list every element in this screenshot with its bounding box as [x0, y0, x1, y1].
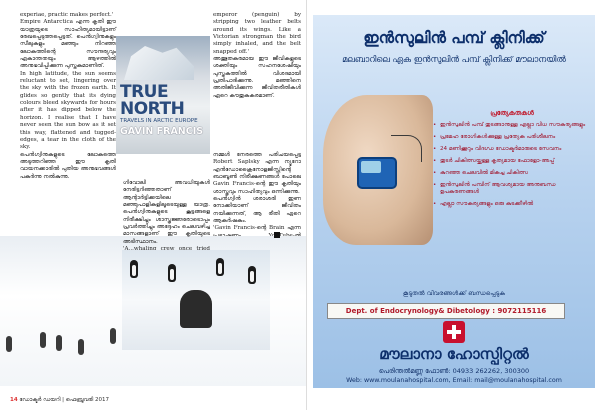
paragraph: പെൻഗ്വിനുകളുടെ ലോകത്തെ അടുത്തറിഞ്ഞ ഈ കൃതി വായനക്കാരിൽ പുതിയ അനുഭവങ്ങൾ പകർന്നു നൽകുന്നു. [20, 151, 116, 180]
book-subtitle: TRAVELS IN ARCTIC EUROPE [120, 118, 198, 124]
book-author: GAVIN FRANCIS [120, 126, 204, 137]
features-list [433, 122, 591, 208]
list-item: • പ്രമേഹ രോഗികൾക്കുള്ള പ്രത്യേക പരിശീലനം [433, 134, 591, 141]
list-item: • എല്ലാ സൗകര്യങ്ങളും ഒരു കുടക്കീഴിൽ [433, 201, 591, 208]
article-column-2 [123, 180, 210, 261]
penguin-figure [216, 258, 224, 276]
list-item: • ഇൻസുലിൻ പമ്പ് തുടങ്ങാനുള്ള എല്ലാ വിധ സൗകര്യങ്ങളും [433, 122, 591, 129]
iceberg-graphic [124, 46, 194, 80]
book-cover-image [116, 36, 210, 154]
hiker-figure [78, 339, 84, 355]
hiker-figure [110, 328, 116, 344]
penguin-figure [248, 266, 256, 284]
paragraph: emperor (penguin) by stripping two leather belts around its wings. Like a Victorian strongman the bird simply inhaled, and the belt snapped off.' [213, 12, 301, 55]
end-mark-icon [274, 232, 280, 238]
list-item: • കുറഞ്ഞ ചെലവിൽ മികച്ച ചികിത്സ [433, 170, 591, 177]
page-number: 14 [10, 397, 18, 403]
paragraph: ഗിവോലി അവധിയുകൾ നേരിട്ടറിഞ്ഞതാണ് ആന്റാർട്ടിക്കയിലെ മഞ്ഞുപാളികളിലൂടെയുള്ള യാത്ര. പെൻഗ്വിനുകളുടെ കൂട്ടങ്ങളെ നിരീക്ഷിച്ചും ശാസ്ത്രജ്ഞരോടൊപ്പം പ്രവർത്തിച്ചും അദ്ദേഹം ചെലവഴിച്ച മാസങ്ങളാണ് ഈ കൃതിയുടെ അടിസ്ഥാനം. [123, 180, 210, 245]
hospital-cross-logo [443, 321, 465, 343]
insulin-pump-photo [323, 95, 433, 245]
paragraph: അത്ഭുതകരമായ ഈ ജീവികളുടെ ശക്തിയും സഹനശേഷിയും പുസ്തകത്തിൽ വിശദമായി പ്രതിപാദിക്കുന്നു. മഞ്ഞിനെ അതിജീവിക്കുന്ന ജീവിതരീതികൾ ഏറെ കൗതുകകരമാണ്. [213, 56, 301, 99]
page-footer [10, 397, 109, 404]
footer-text: ഡോക്ടർ ഡയറി | ഫെബ്രുവരി 2017 [19, 397, 109, 403]
book-title: TRUE NORTH [120, 82, 185, 119]
contact-box: Dept. of Endocrynology& Dibetology : 9072115116 [327, 303, 565, 319]
advertisement [313, 15, 595, 388]
contact-label: കൂടുതൽ വിവരങ്ങൾക്ക് ബന്ധപ്പെടുക [402, 290, 506, 297]
article-column-3 [213, 12, 301, 100]
paragraph: Empire Antarctica എന്ന കൃതി ഈ യാത്രയുടെ സാഹിത്യമായിട്ടാണ് രേഖപ്പെടുത്തപ്പെട്ടത്. പെൻഗ്വിനുകളും സീലുകളും മഞ്ഞും നിറഞ്ഞ ലോകത്തിന്റെ സൗന്ദര്യവും ഏകാന്തതയും ആഴത്തിൽ അനുഭവിപ്പിക്കുന്ന പുസ്തകമാണിത്. [20, 19, 116, 70]
penguin-photo [122, 250, 270, 350]
features-panel [433, 109, 591, 213]
pump-screen [361, 161, 381, 173]
hospital-web: Web: www.moulanahospital.com, Email: mail@moulanahospital.com [346, 377, 562, 384]
list-item: • തുടർ ചികിത്സയ്ക്കുള്ള കൃത്യമായ ഫോളോ-അപ്പ് [433, 158, 591, 165]
hiker-figure [40, 332, 46, 348]
hiker-figure [6, 336, 12, 352]
list-item: • 24 മണിക്കൂറും വിദഗ്ധ ഡോക്ടർമാരുടെ സേവനം [433, 146, 591, 153]
features-heading: പ്രത്യേകതകൾ [490, 109, 534, 117]
paragraph: experiae, practic makes perfect.' [20, 12, 114, 18]
paragraph: 'Gavin Francis-ന്റെ Brain എന്ന [213, 225, 301, 232]
paragraph: നമ്മൾ നേരത്തെ പരിചയപ്പെട്ട Robert Saplsky എന്ന ന്യൂറോ എൻഡോക്രൈനോളജിസ്റ്റിന്റെ ബാബൂൺ നിരീക്ഷണങ്ങൾ പോലെ Gavin Francis-ന്റെ ഈ കൃതിയും ശാസ്ത്രവും സാഹിത്യവും ഒന്നിക്കുന്നു. [213, 152, 301, 195]
list-item: • ഇൻസുലിൻ പമ്പിന് ആവശ്യമായ അനുബന്ധ ഉപകരണങ്ങൾ [433, 182, 591, 197]
paragraph: പെൻഗ്വിൻ ശരാശരി ഇണ നോക്കിയാണ് ജീവിതം നയിക്കുന്നത്, ആ രീതി ഏറെ ആകർഷകം. [213, 196, 301, 225]
penguin-figure [130, 260, 138, 278]
paragraph: In high latitude, the sun seems reluctant to set, lingering over the sky with the frozen earth. It glides so gently that its dying colours bleed skywards for hours after it has dipped below the horizon. I realise that I have never seen the sun bow as it set this way, flattened and tugged-edges, a tear in the cloth of the sky. [20, 70, 116, 151]
ad-title: ഇൻസുലിൻ പമ്പ് ക്ലിനിക്ക് [363, 29, 545, 47]
page-gutter [306, 0, 307, 410]
hiker-figure [56, 335, 62, 351]
ad-subtitle: മലബാറിലെ ഏക ഇൻസുലിൻ പമ്പ് ക്ലിനിക്ക് മൗലാനയിൽ [342, 55, 566, 65]
penguin-figure [168, 264, 176, 282]
hospital-name: മൗലാനാ ഹോസ്പിറ്റൽ [379, 345, 529, 363]
article-column-1 [20, 12, 116, 181]
hospital-phone: പെരിന്തൽമണ്ണ ഫോൺ: 04933 262262, 300300 [378, 367, 530, 375]
author-figure [180, 290, 212, 328]
